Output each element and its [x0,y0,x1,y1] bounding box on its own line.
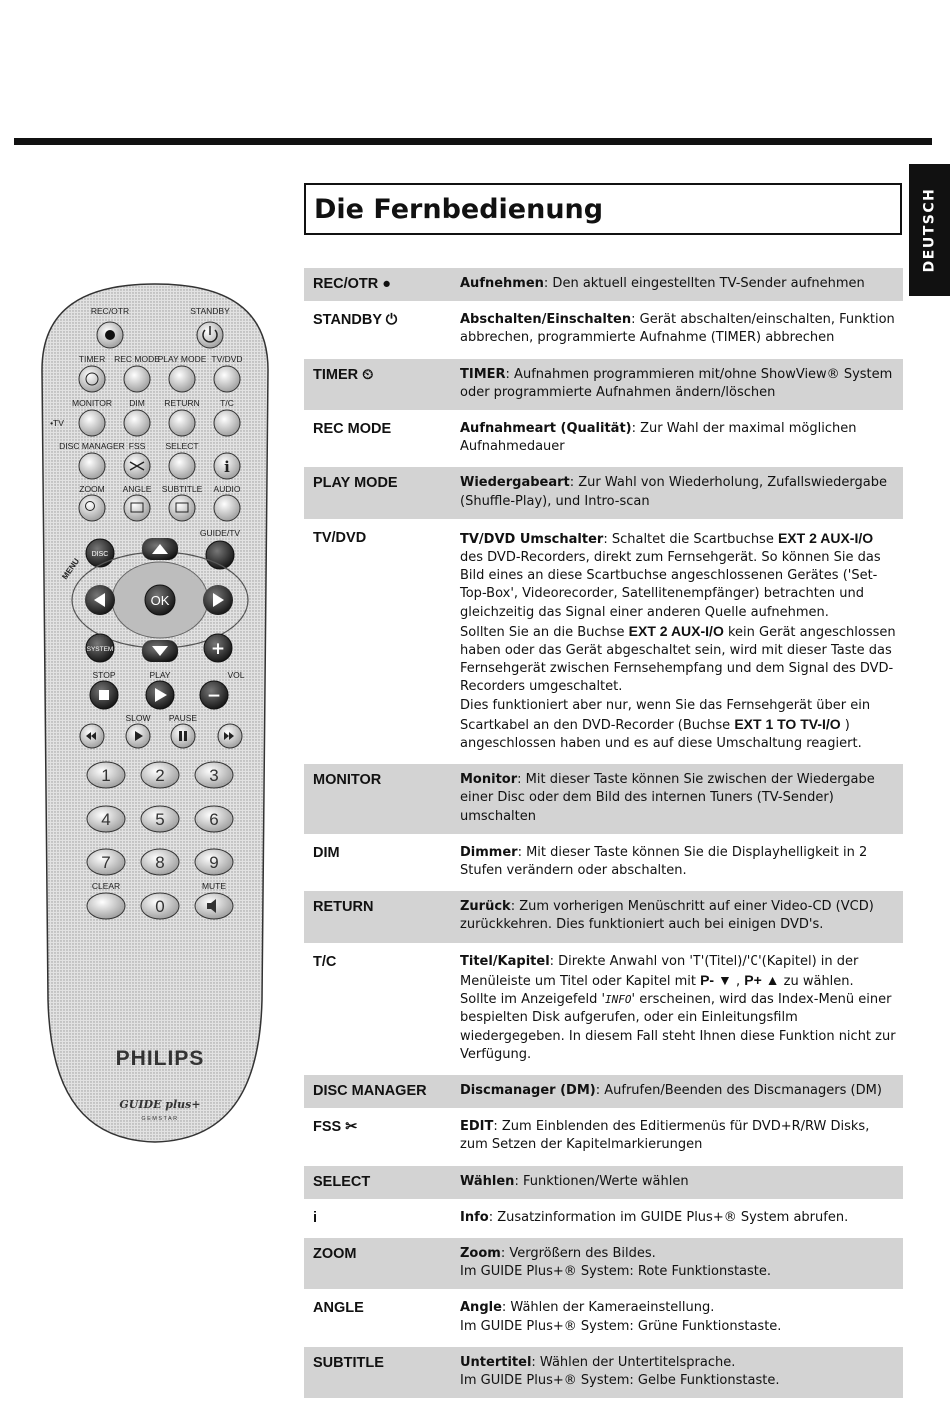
description-heading: Monitor [460,772,518,788]
description-line [460,844,899,880]
digit-2-label: 2 [155,766,165,785]
angle-label: ANGLE [122,484,152,494]
function-key-label: MONITOR [313,772,382,789]
timer-label: TIMER [78,354,106,364]
function-table [304,268,903,1401]
language-tab-label: DEUTSCH [921,187,938,273]
disc-label: DISC [91,551,109,558]
timer-button[interactable] [79,366,105,392]
function-description [460,898,903,934]
description-text: : Schaltet die Scartbuchse [603,531,778,547]
description-line [460,898,899,934]
guide-tv-label: GUIDE/TV [199,528,241,538]
description-heading: Dimmer [460,844,518,860]
digit-9-label: 9 [209,853,219,872]
subtitle-button[interactable] [169,495,195,521]
table-row [304,1166,903,1202]
description-text: : Funktionen/Werte wählen [514,1173,689,1189]
monitor-button[interactable] [79,410,105,436]
rec-otr-label: REC/OTR [90,306,130,316]
description-heading: Discmanager (DM) [460,1082,596,1098]
digit-7-label: 7 [101,853,111,872]
tv-indicator-label: •TV [50,418,64,428]
description-line [460,275,899,293]
description-heading: EDIT [460,1119,494,1135]
description-heading: Angle [460,1300,502,1316]
digit-0-label: 0 [155,897,165,916]
description-line [460,1318,899,1336]
description-heading: Wiedergabeart [460,475,570,491]
digit-5-label: 5 [155,810,165,829]
description-line [460,771,899,826]
rec-mode-label: REC MODE [114,354,160,364]
return-button[interactable] [169,410,195,436]
stop-icon [99,690,109,700]
function-description [460,1245,903,1281]
function-key-label: TIMER ⏲ [313,366,374,383]
function-key-label: T/C [313,953,337,970]
mute-label: MUTE [201,881,227,891]
function-description [460,844,903,880]
function-key-label: SELECT [313,1173,371,1190]
description-heading: Wählen [460,1173,515,1189]
table-row [304,1075,903,1111]
description-text: '(Titel)/' [700,953,751,969]
function-description [460,1173,903,1191]
info-icon: i [224,458,230,476]
description-text: : Wählen der Kameraeinstellung. [501,1300,715,1316]
table-row [304,1292,903,1346]
function-description [460,529,903,753]
function-description [460,366,903,402]
description-line [460,1209,899,1227]
description-line [460,420,899,456]
function-key-label: TV/DVD [313,529,367,546]
function-description [460,953,903,1064]
description-line [460,474,899,510]
rec-mode-button[interactable] [124,366,150,392]
description-heading: Aufnahmeart (Qualität) [460,421,632,437]
top-rule [14,138,932,145]
record-dot-icon [105,330,115,340]
description-heading: Titel/Kapitel [460,953,550,969]
audio-label: AUDIO [213,484,241,494]
description-line [460,1245,899,1263]
description-heading: TIMER [460,366,506,382]
description-text: Im GUIDE Plus+® System: Rote Funktionstaste. [460,1264,772,1280]
angle-button[interactable] [124,495,150,521]
title-symbol-icon: T [692,953,701,969]
description-heading: TV/DVD Umschalter [460,531,604,547]
description-text: : Mit dieser Taste können Sie zwischen der Wiedergabe einer Disc oder dem Bild des internen Tuners (TV-Sender) umschalten [460,772,875,824]
description-heading: Abschalten/Einschalten [460,312,632,328]
slow-label: SLOW [125,713,151,723]
function-key-label: PLAY MODE [313,475,398,492]
play-label: PLAY [149,670,171,680]
play-mode-button[interactable] [169,366,195,392]
description-text: : Mit dieser Taste können Sie die Displayhelligkeit in 2 Stufen verändern oder abschalten. [460,844,868,879]
function-description [460,311,903,347]
description-line [460,1299,899,1317]
channel-up-key: P+ ▲ [744,971,780,988]
function-key-label: SUBTITLE [313,1354,384,1371]
description-line [460,529,899,622]
description-text: Sollten Sie an die Buchse [460,624,629,640]
digit-3-label: 3 [209,766,219,785]
description-text: : Zur Wahl von Wiederholung, Zufallswiedergabe (Shuffle-Play), und Intro-scan [460,475,887,509]
table-row [304,1202,903,1238]
function-key-label: REC/OTR ● [313,276,392,292]
remote-svg [30,280,280,1150]
description-line [460,622,899,697]
pause-label: PAUSE [168,713,198,723]
description-text: , [731,973,745,989]
description-text: ' erscheinen, wird das Index-Menü einer bespielten Disk aufgerufen, oder ein Einleitungsfilm wiedergegeben. In diesem Fall steht Ihnen diese Funktion nicht zur Verfügung. [460,992,896,1062]
digit-4-label: 4 [101,810,111,829]
function-key-label: i [313,1209,318,1226]
digit-8-label: 8 [155,853,165,872]
function-description [460,275,903,293]
table-row [304,413,903,467]
minus-icon: − [206,686,222,706]
description-text: Im GUIDE Plus+® System: Grüne Funktionstaste. [460,1318,782,1334]
disc-manager-button[interactable] [79,453,105,479]
function-key-label: DIM [313,844,340,861]
description-text: des DVD-Recorders, direkt zum Fernsehgerät. So können Sie das Bild eines an diese Scartbuchse angeschlossenen Gerätes ('Set-Top-Box', Videorecorder, Satellitenempfänger) betrachten und gleichzeitig das Signal einer anderen Quelle aufnehmen. [460,550,881,620]
table-row [304,764,903,837]
audio-button[interactable] [214,495,240,521]
table-row [304,1111,903,1165]
function-description [460,420,903,456]
socket-name: EXT 2 AUX-I/O [777,529,874,546]
description-heading: Zurück [460,899,511,915]
guide-plus-logo: GUIDE plus+ [119,1098,201,1111]
function-description [460,474,903,510]
tc-label: T/C [220,398,234,408]
table-row [304,1347,903,1401]
standby-label: STANDBY [190,306,230,316]
display-info-text: INFO [605,993,632,1007]
description-text: : Zum vorherigen Menüschritt auf einer Video-CD (VCD) zurückkehren. Dies funktioniert auch bei einigen DVD's. [460,899,874,933]
description-text: kein Gerät angeschlossen haben oder das Gerät abgeschaltet sein, wird mit dieser Taste das Fernsehgerät zwischen Fernsehempfang und dem Signal des DVD-Recorders umgeschaltet. [460,624,896,695]
description-line [460,697,899,754]
clear-button[interactable] [87,893,125,919]
language-tab [909,164,950,296]
function-description [460,1082,903,1100]
gemstar-logo: GEMSTAR [141,1116,179,1122]
stop-label: STOP [92,670,116,680]
socket-name: EXT 1 TO TV-I/O [734,715,841,732]
description-line [460,1263,899,1281]
pause-button[interactable] [171,724,195,748]
fss-label: FSS [128,441,146,451]
description-text: zu wählen. [779,973,854,989]
brand-logo: PHILIPS [115,1047,205,1070]
function-description [460,1299,903,1335]
function-key-label: REC MODE [313,421,392,438]
remote-control-illustration [30,280,280,1150]
page-title: Die Fernbedienung [314,193,604,225]
description-text: : Zum Einblenden des Editiermenüs für DVD+R/RW Disks, zum Setzen der Kapitelmarkierungen [460,1119,870,1153]
description-text: '(Kapitel) in der Menüleiste um Titel oder Kapitel mit [460,953,859,989]
tv-dvd-button[interactable] [214,366,240,392]
description-line [460,311,899,347]
dim-label: DIM [129,398,145,408]
tv-dvd-label: TV/DVD [211,354,243,364]
description-line [460,1118,899,1154]
return-label: RETURN [164,398,200,408]
select-label: SELECT [165,441,199,451]
function-key-label: RETURN [313,899,374,916]
digit-1-label: 1 [101,766,111,785]
vol-label: VOL [227,670,245,680]
function-key-label: ZOOM [313,1245,357,1262]
table-row [304,304,903,358]
description-text: Dies funktioniert aber nur, wenn Sie das Fernsehgerät über ein Scartkabel an den DVD-Recorder (Buchse [460,697,871,733]
table-row [304,522,903,764]
disc-manager-label: DISC MANAGER [59,441,125,451]
function-description [460,1118,903,1154]
description-line [460,991,899,1064]
description-heading: Zoom [460,1245,501,1261]
subtitle-label: SUBTITLE [161,484,203,494]
table-row [304,359,903,413]
chapter-symbol-icon: C [750,953,759,969]
description-text: : Aufrufen/Beenden des Discmanagers (DM) [595,1082,882,1098]
table-row [304,837,903,891]
plus-icon: + [210,639,226,659]
table-row [304,1238,903,1292]
table-row [304,268,903,304]
socket-name: EXT 2 AUX-I/O [628,622,724,639]
digit-6-label: 6 [209,810,219,829]
description-heading: Aufnehmen [460,276,544,291]
table-row [304,467,903,521]
description-text: : Den aktuell eingestellten TV-Sender aufnehmen [543,276,865,291]
description-line [460,953,899,991]
function-key-label: ANGLE [313,1300,364,1317]
monitor-label: MONITOR [72,398,112,408]
function-description [460,1354,903,1390]
description-line [460,1173,899,1191]
tc-button[interactable] [214,410,240,436]
function-description [460,771,903,826]
description-text: : Gerät abschalten/einschalten, Funktion abbrechen, programmierte Aufnahme (TIMER) abbrechen [460,312,895,346]
description-text: : Vergrößern des Bildes. [500,1245,656,1261]
function-key-label: FSS ✂ [313,1119,358,1136]
description-text: : Direkte Anwahl von ' [549,953,693,969]
dim-button[interactable] [124,410,150,436]
description-line [460,366,899,402]
description-text: Sollte im Anzeigefeld ' [460,992,606,1008]
title-box [304,183,902,235]
function-key-label: DISC MANAGER [313,1082,427,1099]
ok-label: OK [150,593,170,608]
description-text: : Wählen der Untertitelsprache. [531,1354,736,1370]
function-description [460,1209,903,1227]
table-row [304,891,903,945]
description-line [460,1372,899,1390]
description-line [460,1082,899,1100]
description-text: ) angeschlossen haben und es auf diese Umschaltung reagiert. [460,717,862,752]
zoom-label: ZOOM [79,484,105,494]
clear-label: CLEAR [91,881,121,891]
description-heading: Untertitel [460,1354,532,1370]
table-row [304,946,903,1075]
description-heading: Info [460,1209,489,1225]
description-text: : Aufnahmen programmieren mit/ohne ShowView® System oder programmierte Aufnahmen ändern/löschen [460,366,893,400]
zoom-button[interactable] [79,495,105,521]
play-mode-label: PLAY MODE [157,354,207,364]
channel-down-key: P- ▼ [700,971,732,988]
description-text: Im GUIDE Plus+® System: Gelbe Funktionstaste. [460,1372,780,1388]
select-button[interactable] [169,453,195,479]
system-label: SYSTEM [86,646,114,653]
description-text: : Zur Wahl der maximal möglichen Aufnahmedauer [460,421,857,455]
menu-label: MENU [60,556,82,582]
function-key-label: STANDBY ⏻ [313,312,398,329]
description-line [460,1354,899,1372]
description-text: : Zusatzinformation im GUIDE Plus+® System abrufen. [488,1209,849,1225]
